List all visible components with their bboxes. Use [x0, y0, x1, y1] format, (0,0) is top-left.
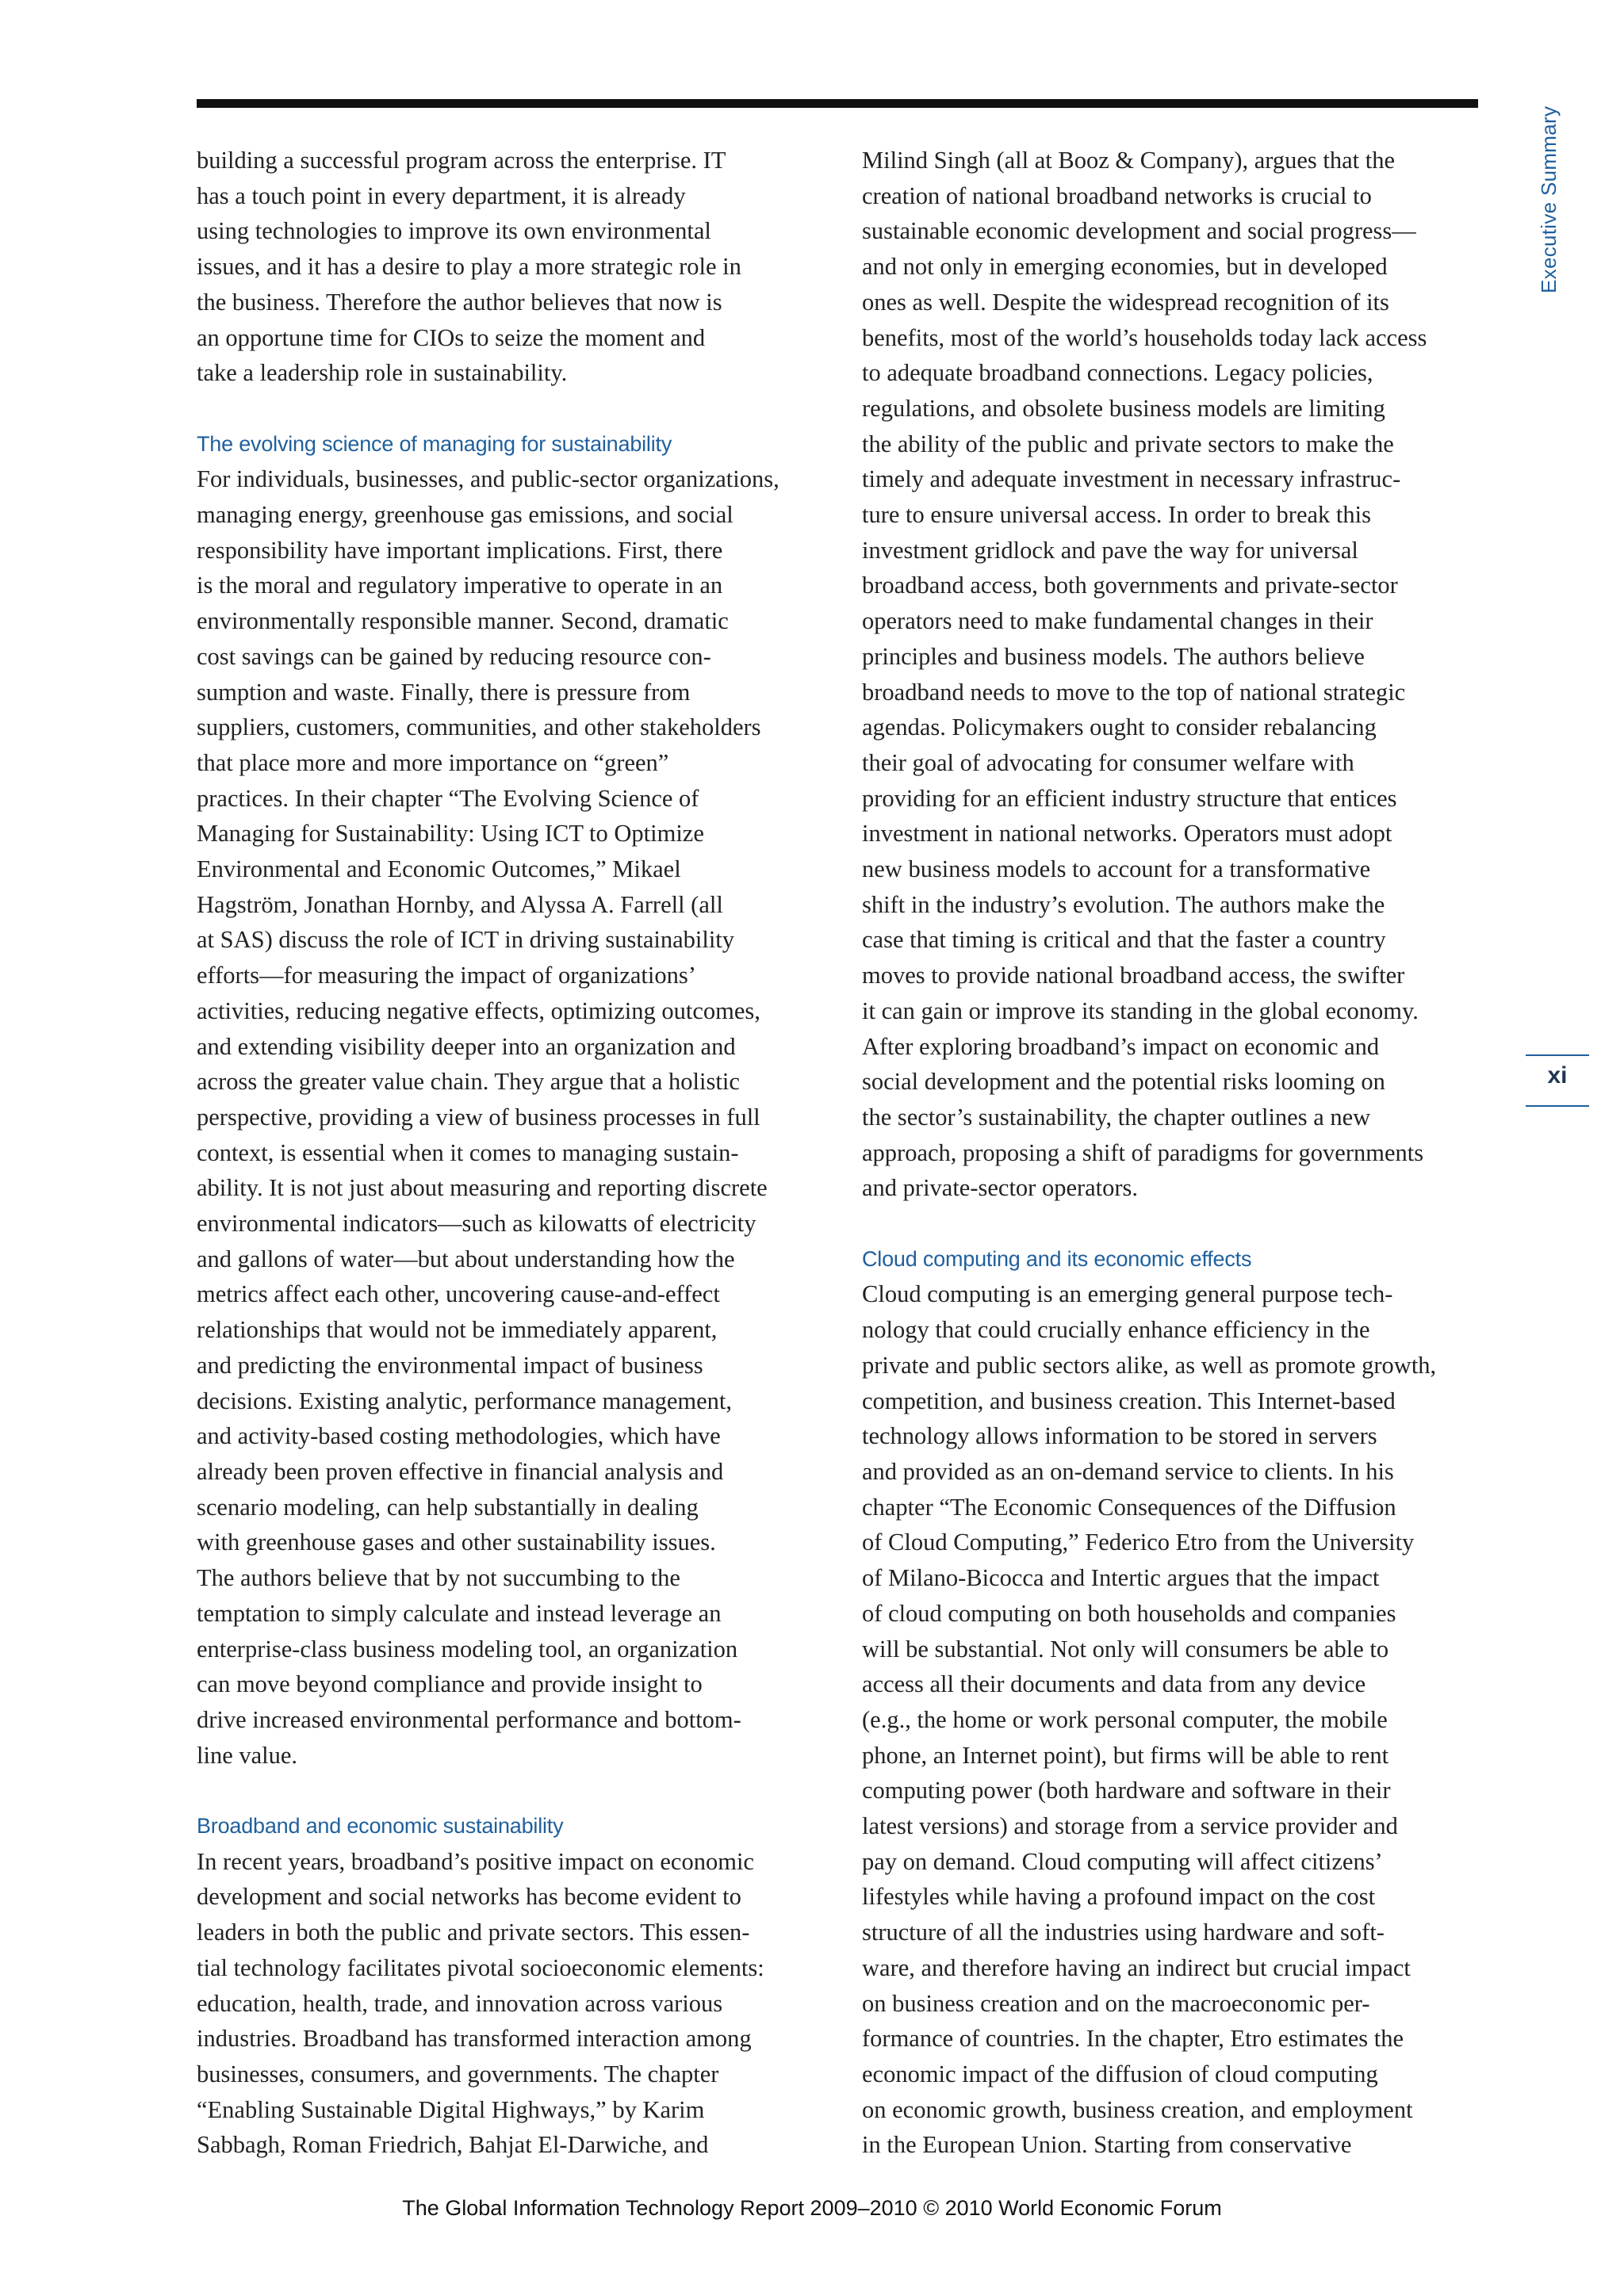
text-line: Cloud computing is an emerging general purpose tech-	[862, 1280, 1393, 1308]
text-line: competition, and business creation. This Internet-based	[862, 1387, 1396, 1414]
page-number: xi	[1547, 1062, 1568, 1089]
text-line: environmental indicators—such as kilowatts of electricity	[197, 1210, 756, 1238]
text-line: and not only in emerging economies, but in developed	[862, 253, 1388, 281]
text-line: and predicting the environmental impact of business	[197, 1351, 703, 1379]
text-line: lifestyles while having a profound impact on the cost	[862, 1883, 1376, 1911]
text-line: line value.	[197, 1741, 298, 1769]
text-line: latest versions) and storage from a service provider and	[862, 1812, 1398, 1840]
text-line: creation of national broadband networks is crucial to	[862, 182, 1372, 209]
text-line: scenario modeling, can help substantially in dealing	[197, 1493, 699, 1521]
section-body-broadband	[197, 1844, 815, 2163]
section-body-sustainability-science	[197, 461, 815, 1773]
page-number-top-rule	[1526, 1054, 1589, 1056]
text-line: benefits, most of the world’s households today lack access	[862, 323, 1427, 351]
text-line: cost savings can be gained by reducing resource con-	[197, 642, 711, 670]
text-line: already been proven effective in financial analysis and	[197, 1458, 724, 1485]
text-line: chapter “The Economic Consequences of the Diffusion	[862, 1493, 1396, 1521]
text-line: using technologies to improve its own environmental	[197, 217, 711, 245]
section-heading-sustainability-science: The evolving science of managing for sustainability	[197, 431, 672, 456]
text-line: suppliers, customers, communities, and other stakeholders	[197, 714, 761, 741]
text-line: is the moral and regulatory imperative to operate in an	[197, 572, 723, 599]
text-line: environmentally responsible manner. Second, dramatic	[197, 607, 729, 635]
text-line: and activity-based costing methodologies, which have	[197, 1422, 721, 1450]
text-line: it can gain or improve its standing in the global economy.	[862, 997, 1419, 1024]
text-line: of Cloud Computing,” Federico Etro from the University	[862, 1529, 1415, 1556]
text-line: on business creation and on the macroeconomic per-	[862, 1989, 1370, 2017]
text-line: of Milano-Bicocca and Intertic argues that the impact	[862, 1564, 1380, 1592]
text-line: Managing for Sustainability: Using ICT to Optimize	[197, 820, 704, 848]
text-line: pay on demand. Cloud computing will affect citizens’	[862, 1847, 1383, 1875]
text-line: and provided as an on-demand service to clients. In his	[862, 1458, 1394, 1485]
text-line: an opportune time for CIOs to seize the moment and	[197, 323, 706, 351]
paragraph-gap	[862, 1206, 1480, 1242]
text-line: on economic growth, business creation, and employment	[862, 2095, 1413, 2123]
text-line: principles and business models. The authors believe	[862, 642, 1365, 670]
text-line: enterprise-class business modeling tool, an organization	[197, 1635, 738, 1663]
text-line: of cloud computing on both households and companies	[862, 1599, 1396, 1627]
text-line: with greenhouse gases and other sustainability issues.	[197, 1529, 716, 1556]
footer-copyright: The Global Information Technology Report 2009–2010 © 2010 World Economic Forum	[402, 2196, 1222, 2220]
text-line: The authors believe that by not succumbing to the	[197, 1564, 680, 1592]
text-line: investment in national networks. Operators must adopt	[862, 820, 1392, 848]
text-line: in the European Union. Starting from conservative	[862, 2131, 1352, 2159]
text-line: providing for an efficient industry structure that entices	[862, 784, 1397, 812]
text-line: relationships that would not be immediately apparent,	[197, 1316, 718, 1344]
text-line: has a touch point in every department, it is already	[197, 182, 686, 209]
text-line: economic impact of the diffusion of cloud computing	[862, 2060, 1378, 2087]
text-line: Environmental and Economic Outcomes,” Mikael	[197, 855, 681, 883]
text-line: context, is essential when it comes to managing sustain-	[197, 1138, 739, 1166]
text-line: social development and the potential risks looming on	[862, 1068, 1385, 1096]
text-line: regulations, and obsolete business models are limiting	[862, 394, 1385, 422]
text-line: take a leadership role in sustainability.	[197, 359, 568, 387]
text-line: and gallons of water—but about understanding how the	[197, 1245, 735, 1272]
text-line: and extending visibility deeper into an organization and	[197, 1032, 736, 1060]
text-line: (e.g., the home or work personal computer, the mobile	[862, 1705, 1388, 1733]
text-line: In recent years, broadband’s positive impact on economic	[197, 1847, 754, 1875]
text-line: nology that could crucially enhance efficiency in the	[862, 1316, 1370, 1344]
text-line: agendas. Policymakers ought to consider rebalancing	[862, 714, 1377, 741]
text-line: access all their documents and data from any device	[862, 1670, 1366, 1698]
text-line: the ability of the public and private sectors to make the	[862, 430, 1394, 457]
text-line: “Enabling Sustainable Digital Highways,” by Karim	[197, 2095, 705, 2123]
text-line: the sector’s sustainability, the chapter outlines a new	[862, 1103, 1371, 1131]
text-line: will be substantial. Not only will consumers be able to	[862, 1635, 1389, 1663]
paragraph-gap	[197, 391, 815, 427]
text-line: computing power (both hardware and software in their	[862, 1777, 1391, 1804]
section-label: Executive Summary	[1537, 105, 1561, 293]
text-line: that place more and more importance on “green”	[197, 748, 669, 776]
text-line: Hagström, Jonathan Hornby, and Alyssa A. Farrell (all	[197, 890, 723, 918]
text-line: timely and adequate investment in necessary infrastruc-	[862, 465, 1401, 493]
text-line: their goal of advocating for consumer welfare with	[862, 748, 1354, 776]
broadband-continued-paragraph	[862, 143, 1480, 1206]
text-line: shift in the industry’s evolution. The authors make the	[862, 890, 1385, 918]
intro-paragraph	[197, 143, 815, 391]
text-line: decisions. Existing analytic, performance management,	[197, 1387, 733, 1414]
text-line: sumption and waste. Finally, there is pressure from	[197, 678, 691, 706]
text-line: investment gridlock and pave the way for universal	[862, 536, 1358, 564]
text-line: ones as well. Despite the widespread recognition of its	[862, 288, 1389, 316]
text-line: operators need to make fundamental changes in their	[862, 607, 1373, 635]
section-body-cloud-computing	[862, 1276, 1480, 2163]
text-line: the business. Therefore the author believes that now is	[197, 288, 722, 316]
text-line: efforts—for measuring the impact of organizations’	[197, 962, 696, 989]
text-line: Milind Singh (all at Booz & Company), argues that the	[862, 147, 1396, 174]
text-line: across the greater value chain. They argue that a holistic	[197, 1068, 740, 1096]
text-line: temptation to simply calculate and instead leverage an	[197, 1599, 722, 1627]
paragraph-gap	[197, 1773, 815, 1808]
text-line: broadband needs to move to the top of national strategic	[862, 678, 1406, 706]
text-line: technology allows information to be stored in servers	[862, 1422, 1377, 1450]
text-line: responsibility have important implications. First, there	[197, 536, 723, 564]
text-line: practices. In their chapter “The Evolving Science of	[197, 784, 699, 812]
text-line: Sabbagh, Roman Friedrich, Bahjat El-Darwiche, and	[197, 2131, 709, 2159]
text-line: drive increased environmental performance and bottom-	[197, 1705, 741, 1733]
text-line: metrics affect each other, uncovering cause-and-effect	[197, 1280, 720, 1308]
text-line: and private-sector operators.	[862, 1174, 1139, 1202]
text-line: at SAS) discuss the role of ICT in driving sustainability	[197, 926, 735, 954]
section-heading-broadband: Broadband and economic sustainability	[197, 1814, 564, 1839]
text-line: ture to ensure universal access. In order to break this	[862, 501, 1371, 529]
text-line: formance of countries. In the chapter, Etro estimates the	[862, 2025, 1404, 2053]
text-line: perspective, providing a view of business processes in full	[197, 1103, 760, 1131]
text-line: case that timing is critical and that the faster a country	[862, 926, 1386, 954]
text-line: structure of all the industries using hardware and soft-	[862, 1919, 1385, 1946]
text-line: ability. It is not just about measuring and reporting discrete	[197, 1174, 768, 1202]
text-line: can move beyond compliance and provide insight to	[197, 1670, 703, 1698]
text-line: businesses, consumers, and governments. The chapter	[197, 2060, 719, 2087]
page-number-bottom-rule	[1526, 1105, 1589, 1107]
text-line: ware, and therefore having an indirect but crucial impact	[862, 1954, 1411, 1981]
right-column	[862, 143, 1480, 2163]
left-column	[197, 143, 815, 2163]
text-line: managing energy, greenhouse gas emissions, and social	[197, 501, 733, 529]
text-line: tial technology facilitates pivotal socioeconomic elements:	[197, 1954, 764, 1981]
text-line: industries. Broadband has transformed interaction among	[197, 2025, 752, 2053]
text-line: development and social networks has become evident to	[197, 1883, 741, 1911]
text-line: to adequate broadband connections. Legacy policies,	[862, 359, 1373, 387]
text-line: moves to provide national broadband access, the swifter	[862, 962, 1405, 989]
text-line: new business models to account for a transformative	[862, 855, 1371, 883]
text-line: building a successful program across the enterprise. IT	[197, 147, 726, 174]
text-line: leaders in both the public and private sectors. This essen-	[197, 1919, 750, 1946]
text-line: phone, an Internet point), but firms will be able to rent	[862, 1741, 1389, 1769]
text-line: activities, reducing negative effects, optimizing outcomes,	[197, 997, 760, 1024]
text-line: approach, proposing a shift of paradigms for governments	[862, 1138, 1424, 1166]
section-heading-cloud-computing: Cloud computing and its economic effects	[862, 1246, 1252, 1271]
text-line: After exploring broadband’s impact on economic and	[862, 1032, 1380, 1060]
text-line: For individuals, businesses, and public-sector organizations,	[197, 465, 779, 493]
text-line: private and public sectors alike, as well as promote growth,	[862, 1351, 1437, 1379]
text-line: broadband access, both governments and private-sector	[862, 572, 1398, 599]
text-line: issues, and it has a desire to play a more strategic role in	[197, 253, 741, 281]
text-line: education, health, trade, and innovation across various	[197, 1989, 723, 2017]
top-rule	[197, 99, 1478, 108]
text-line: sustainable economic development and social progress—	[862, 217, 1416, 245]
